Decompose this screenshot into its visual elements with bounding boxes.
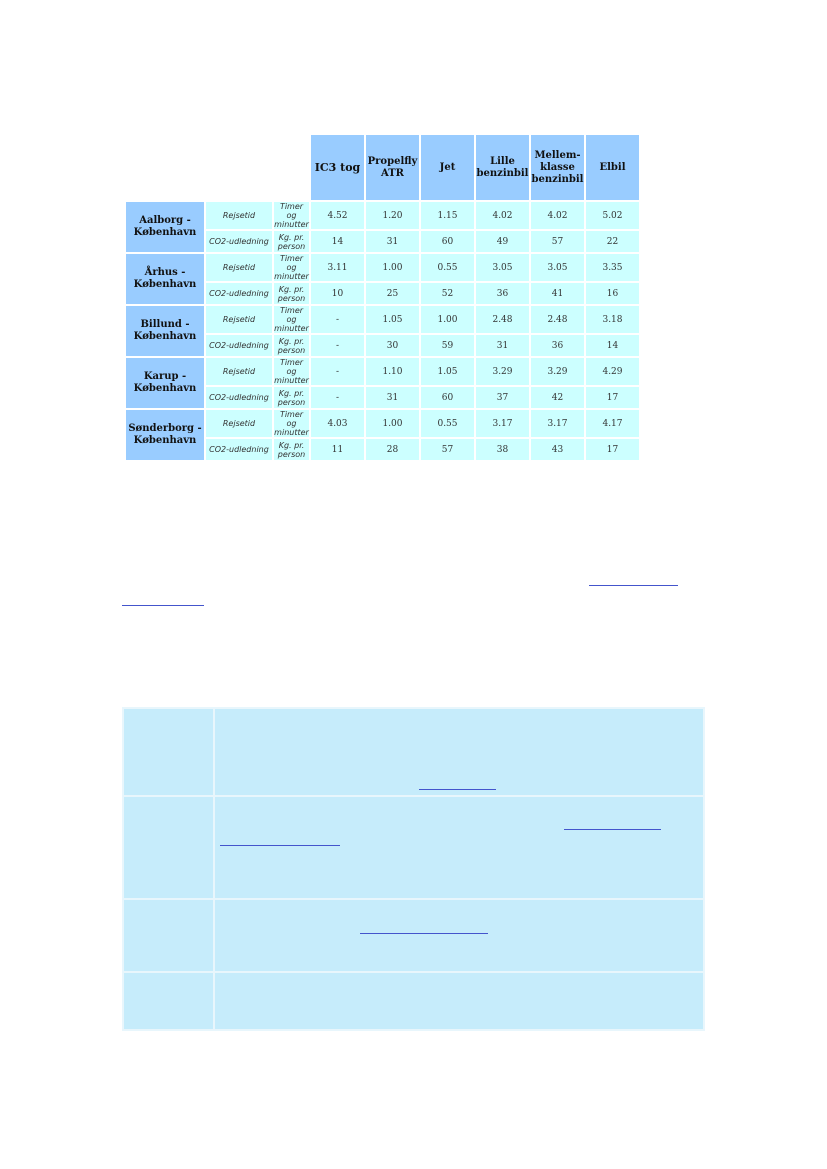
co2-cell: 31: [366, 387, 419, 408]
table-row: [126, 410, 639, 437]
co2-cell: -: [311, 335, 364, 356]
co2-cell: 57: [421, 439, 474, 460]
unit-label-co2: Kg. pr. person: [274, 231, 309, 252]
co2-cell: 30: [366, 335, 419, 356]
header-blank: [206, 135, 272, 200]
unit-label-travel: Timer og minutter: [274, 410, 309, 437]
travel-time-cell: 1.05: [366, 306, 419, 333]
route-name: Sønderborg - København: [126, 410, 204, 460]
unit-label-co2: Kg. pr. person: [274, 387, 309, 408]
column-header-lille-benzinbil: Lille benzinbil: [476, 135, 529, 200]
header-blank: [126, 135, 204, 200]
travel-time-cell: 1.10: [366, 358, 419, 385]
metric-label-co2: CO2-udledning: [206, 439, 272, 460]
travel-time-cell: 0.55: [421, 254, 474, 281]
travel-time-cell: -: [311, 358, 364, 385]
co2-cell: 14: [586, 335, 639, 356]
info-row: [124, 900, 703, 971]
co2-cell: 41: [531, 283, 584, 304]
hyperlink-underline[interactable]: [220, 845, 340, 846]
metric-label-co2: CO2-udledning: [206, 335, 272, 356]
travel-time-cell: 2.48: [531, 306, 584, 333]
co2-cell: 42: [531, 387, 584, 408]
travel-time-cell: 3.05: [476, 254, 529, 281]
header-blank: [274, 135, 309, 200]
unit-label-co2: Kg. pr. person: [274, 283, 309, 304]
co2-cell: 14: [311, 231, 364, 252]
travel-time-cell: 3.17: [531, 410, 584, 437]
table-row: [126, 202, 639, 229]
travel-time-cell: 3.05: [531, 254, 584, 281]
co2-cell: 28: [366, 439, 419, 460]
info-row: [124, 797, 703, 898]
table-row: [126, 358, 639, 385]
transport-comparison-table: [124, 133, 641, 462]
hyperlink-underline[interactable]: [122, 605, 204, 606]
co2-cell: 38: [476, 439, 529, 460]
travel-time-cell: 1.15: [421, 202, 474, 229]
info-row-content: [215, 973, 703, 1029]
route-name: Karup - København: [126, 358, 204, 408]
co2-cell: 36: [476, 283, 529, 304]
info-row-content: [215, 797, 703, 898]
info-row-label: [124, 709, 213, 795]
co2-cell: 11: [311, 439, 364, 460]
unit-label-co2: Kg. pr. person: [274, 335, 309, 356]
hyperlink-underline[interactable]: [360, 933, 488, 934]
table-row: [126, 254, 639, 281]
travel-time-cell: 3.29: [531, 358, 584, 385]
co2-cell: 59: [421, 335, 474, 356]
co2-cell: 31: [476, 335, 529, 356]
unit-label-travel: Timer og minutter: [274, 202, 309, 229]
travel-time-cell: 3.17: [476, 410, 529, 437]
co2-cell: 60: [421, 231, 474, 252]
column-header-propelfly: Propelfly ATR: [366, 135, 419, 200]
co2-cell: 25: [366, 283, 419, 304]
co2-cell: 43: [531, 439, 584, 460]
column-header-elbil: Elbil: [586, 135, 639, 200]
travel-time-cell: 5.02: [586, 202, 639, 229]
travel-time-cell: 2.48: [476, 306, 529, 333]
route-name: Billund - København: [126, 306, 204, 356]
co2-cell: 10: [311, 283, 364, 304]
co2-cell: 16: [586, 283, 639, 304]
hyperlink-underline[interactable]: [564, 829, 661, 830]
info-row-label: [124, 973, 213, 1029]
co2-cell: 49: [476, 231, 529, 252]
co2-cell: 31: [366, 231, 419, 252]
route-name: Århus - København: [126, 254, 204, 304]
travel-time-cell: 4.17: [586, 410, 639, 437]
travel-time-cell: 1.00: [421, 306, 474, 333]
unit-label-travel: Timer og minutter: [274, 254, 309, 281]
metric-label-travel: Rejsetid: [206, 202, 272, 229]
travel-time-cell: 3.18: [586, 306, 639, 333]
travel-time-cell: 3.29: [476, 358, 529, 385]
travel-time-cell: 1.00: [366, 410, 419, 437]
co2-cell: 37: [476, 387, 529, 408]
unit-label-travel: Timer og minutter: [274, 306, 309, 333]
travel-time-cell: -: [311, 306, 364, 333]
travel-time-cell: 3.11: [311, 254, 364, 281]
travel-time-cell: 1.05: [421, 358, 474, 385]
route-name: Aalborg - København: [126, 202, 204, 252]
co2-cell: -: [311, 387, 364, 408]
metric-label-travel: Rejsetid: [206, 306, 272, 333]
travel-time-cell: 4.52: [311, 202, 364, 229]
info-row-label: [124, 797, 213, 898]
travel-time-cell: 4.29: [586, 358, 639, 385]
unit-label-co2: Kg. pr. person: [274, 439, 309, 460]
co2-cell: 22: [586, 231, 639, 252]
info-row: [124, 709, 703, 795]
hyperlink-underline[interactable]: [419, 789, 496, 790]
co2-cell: 17: [586, 387, 639, 408]
travel-time-cell: 4.03: [311, 410, 364, 437]
hyperlink-underline[interactable]: [589, 585, 678, 586]
column-header-ic3-tog: IC3 tog: [311, 135, 364, 200]
travel-time-cell: 1.00: [366, 254, 419, 281]
travel-time-cell: 4.02: [476, 202, 529, 229]
info-row-content: [215, 709, 703, 795]
metric-label-co2: CO2-udledning: [206, 387, 272, 408]
column-header-jet: Jet: [421, 135, 474, 200]
metric-label-co2: CO2-udledning: [206, 283, 272, 304]
co2-cell: 57: [531, 231, 584, 252]
info-table: [122, 707, 705, 1031]
travel-time-cell: 1.20: [366, 202, 419, 229]
travel-time-cell: 0.55: [421, 410, 474, 437]
table-row: [126, 306, 639, 333]
metric-label-travel: Rejsetid: [206, 358, 272, 385]
metric-label-travel: Rejsetid: [206, 254, 272, 281]
unit-label-travel: Timer og minutter: [274, 358, 309, 385]
co2-cell: 52: [421, 283, 474, 304]
metric-label-co2: CO2-udledning: [206, 231, 272, 252]
metric-label-travel: Rejsetid: [206, 410, 272, 437]
travel-time-cell: 4.02: [531, 202, 584, 229]
column-header-mellemklasse-benzinbil: Mellem-klasse benzinbil: [531, 135, 584, 200]
co2-cell: 60: [421, 387, 474, 408]
info-row-label: [124, 900, 213, 971]
travel-time-cell: 3.35: [586, 254, 639, 281]
info-row-content: [215, 900, 703, 971]
info-row: [124, 973, 703, 1029]
table-header-row: [126, 135, 639, 200]
co2-cell: 36: [531, 335, 584, 356]
co2-cell: 17: [586, 439, 639, 460]
